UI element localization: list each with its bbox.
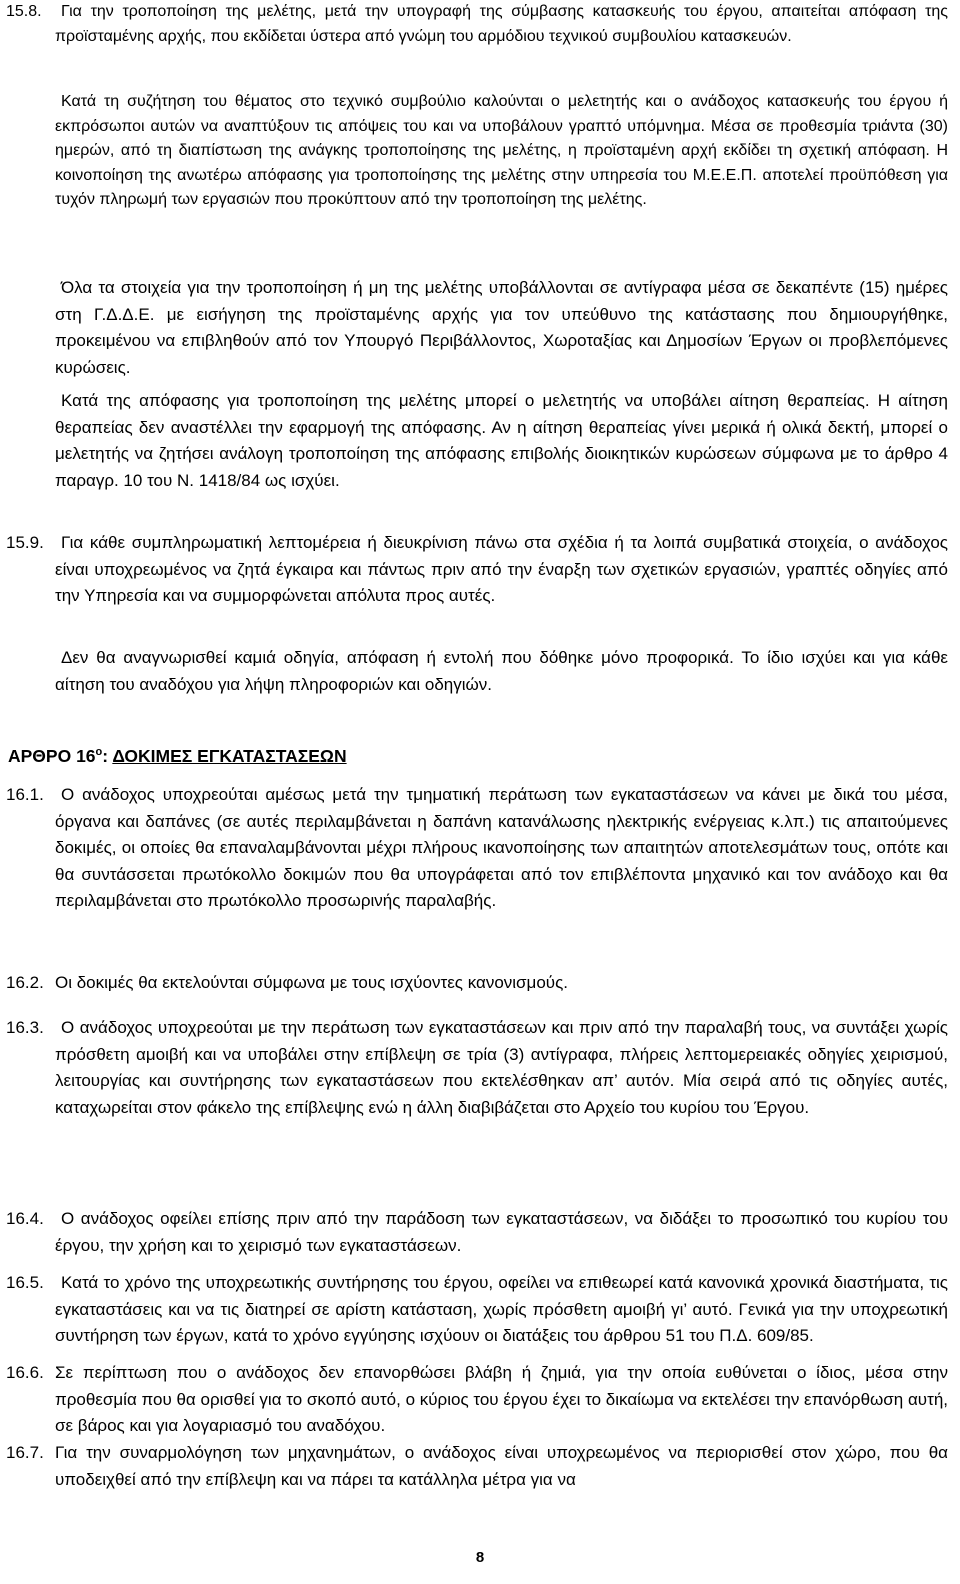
section-number: 16.5. (6, 1273, 44, 1292)
paragraph: Κατά τη συζήτηση του θέματος στο τεχνικό συμβούλιο καλούνται ο μελετητής και ο ανάδοχος κατασκευής του έργου ή εκπρόσωποι αυτών να αναπτύξουν τις απόψεις του και να υποβάλουν γραπτό υπόμνημα. Μέσα σε προθεσμία τριάντα (30) ημερών, από τη διαπίστωση της ανάγκης τροποποίησης της μελέτης, η προϊσταμένη αρχή εκδίδει τη σχετική απόφαση. Η κοινοποίηση της ανωτέρω απόφασης για τροποποίησης της μελέτης στην υπηρεσία του Μ.Ε.Ε.Π. αποτελεί προϋπόθεση για τυχόν πληρωμή των εργασιών που προκύπτουν από την τροποποίηση της μελέτης. (55, 93, 948, 208)
paragraph: Όλα τα στοιχεία για την τροποποίηση ή μη της μελέτης υποβάλλονται σε αντίγραφα μέσα σε δεκαπέντε (15) ημέρες στη Γ.Δ.Δ.Ε. με εισήγηση της προϊσταμένης αρχής για τον υπεύθυνο της κατάστασης που δημιουργήθηκε, προκειμένου να επιβληθούν από τον Υπουργό Περιβάλλοντος, Χωροταξίας και Δημοσίων Έργων οι προβλεπόμενες κυρώσεις. (55, 278, 948, 377)
paragraph: Οι δοκιμές θα εκτελούνται σύμφωνα με τους ισχύοντες κανονισμούς. (55, 973, 569, 992)
paragraph: Κατά της απόφασης για τροποποίηση της μελέτης μπορεί ο μελετητής να υποβάλει αίτηση θεραπείας. Η αίτηση θεραπείας δεν αναστέλλει την εφαρμογή της απόφασης. Αν η αίτηση θεραπείας γίνει μερικά ή ολικά δεκτή, μπορεί ο μελετητής να ζητήσει ανάλογη τροποποίηση της απόφασης επιβολής διοικητικών κυρώσεων σύμφωνα με το άρθρο 4 παραγρ. 10 του Ν. 1418/84 ως ισχύει. (55, 391, 948, 490)
paragraph: Σε περίπτωση που ο ανάδοχος δεν επανορθώσει βλάβη ή ζημιά, για την οποία ευθύνεται ο ίδιος, μέσα στην προθεσμία που θα ορισθεί για το σκοπό αυτό, ο κύριος του έργου έχει το δικαίωμα να εκτελέσει την επανόρθωση αυτή, σε βάρος και για λογαριασμό του αναδόχου. (55, 1363, 948, 1435)
paragraph: Ο ανάδοχος υποχρεούται αμέσως μετά την τμηματική περάτωση των εγκαταστάσεων να κάνει με δικά του μέσα, όργανα και δαπάνες (σε αυτές περιλαμβάνεται η δαπάνη κατανάλωσης ηλεκτρικής ενέργειας κ.λπ.) τις απαιτούμενες δοκιμές, οι οποίες θα επαναλαμβάνονται μέχρι πλήρους ικανοποίησης των απαιτητών αποτελεσμάτων τους, οπότε και θα συντάσσεται πρωτόκολλο δοκιμών που θα υπογράφεται από τον επιβλέποντα μηχανικό και τον ανάδοχο και θα περιλαμβάνεται στο πρωτόκολλο προσωρινής παραλαβής. (55, 785, 948, 910)
section-number: 16.2. (6, 973, 44, 992)
paragraph: Για την συναρμολόγηση των μηχανημάτων, ο ανάδοχος είναι υποχρεωμένος να περιορισθεί στον χώρο, που θα υποδειχθεί από την επίβλεψη και να πάρει τα κατάλληλα μέτρα για να (55, 1443, 948, 1489)
paragraph: Κατά το χρόνο της υποχρεωτικής συντήρησης του έργου, οφείλει να επιθεωρεί κατά κανονικά χρονικά διαστήματα, τις εγκαταστάσεις και να τις διατηρεί σε αρίστη κατάσταση, χωρίς πρόσθετη αμοιβή γι’ αυτό. Γενικά για την υποχρεωτική συντήρηση των έργων, κατά το χρόνο εγγύησης ισχύουν οι διατάξεις του άρθρου 51 του Π.Δ. 609/85. (55, 1273, 948, 1345)
section-number: 16.4. (6, 1209, 44, 1228)
section-number: 16.1. (6, 785, 44, 804)
paragraph: Ο ανάδοχος υποχρεούται με την περάτωση των εγκαταστάσεων και πριν από την παραλαβή τους, να συντάξει χωρίς πρόσθετη αμοιβή και να υποβάλει στην επίβλεψη σε τρία (3) αντίγραφα, πλήρεις λεπτομερειακές οδηγίες χειρισμού, λειτουργίας και συντήρησης των εγκαταστάσεων που εκτελέσθηκαν απ’ αυτόν. Μία σειρά από τις οδηγίες αυτές, καταχωρείται στον φάκελο της επίβλεψης ενώ η άλλη διαβιβάζεται στο Αρχείο του κυρίου του Έργου. (55, 1018, 948, 1117)
section-number: 16.6. (6, 1363, 44, 1382)
article-heading-colon: : (102, 746, 113, 766)
section-number: 16.7. (6, 1443, 44, 1462)
paragraph: Δεν θα αναγνωρισθεί καμιά οδηγία, απόφαση ή εντολή που δόθηκε μόνο προφορικά. Το ίδιο ισχύει και για κάθε αίτηση του αναδόχου για λήψη πληροφοριών και οδηγιών. (55, 648, 948, 694)
section-number: 16.3. (6, 1018, 44, 1037)
paragraph: Για την τροποποίηση της μελέτης, μετά την υπογραφή της σύμβασης κατασκευής του έργου, απαιτείται απόφαση της προϊσταμένης αρχής, που εκδίδεται ύστερα από γνώμη του αρμόδιου τεχνικού συμβουλίου κατασκευών. (55, 3, 948, 45)
article-heading-title: ΔΟΚΙΜΕΣ ΕΓΚΑΤΑΣΤΑΣΕΩΝ (112, 746, 347, 766)
article-heading (8, 743, 347, 769)
article-heading-ordinal: ο (95, 746, 103, 759)
page-number: 8 (475, 1549, 485, 1566)
paragraph: Για κάθε συμπληρωματική λεπτομέρεια ή διευκρίνιση πάνω στα σχέδια ή τα λοιπά συμβατικά στοιχεία, ο ανάδοχος είναι υποχρεωμένος να ζητά έγκαιρα και πάντως πριν από την έναρξη των σχετικών εργασιών, γραπτές οδηγίες από την Υπηρεσία και να συμμορφώνεται απόλυτα προς αυτές. (55, 533, 948, 605)
section-number: 15.9. (6, 533, 44, 552)
paragraph: Ο ανάδοχος οφείλει επίσης πριν από την παράδοση των εγκαταστάσεων, να διδάξει το προσωπικό του κυρίου του έργου, την χρήση και το χειρισμό των εγκαταστάσεων. (55, 1209, 948, 1255)
article-heading-prefix: ΑΡΘΡΟ 16 (8, 746, 96, 766)
section-number: 15.8. (6, 3, 42, 20)
